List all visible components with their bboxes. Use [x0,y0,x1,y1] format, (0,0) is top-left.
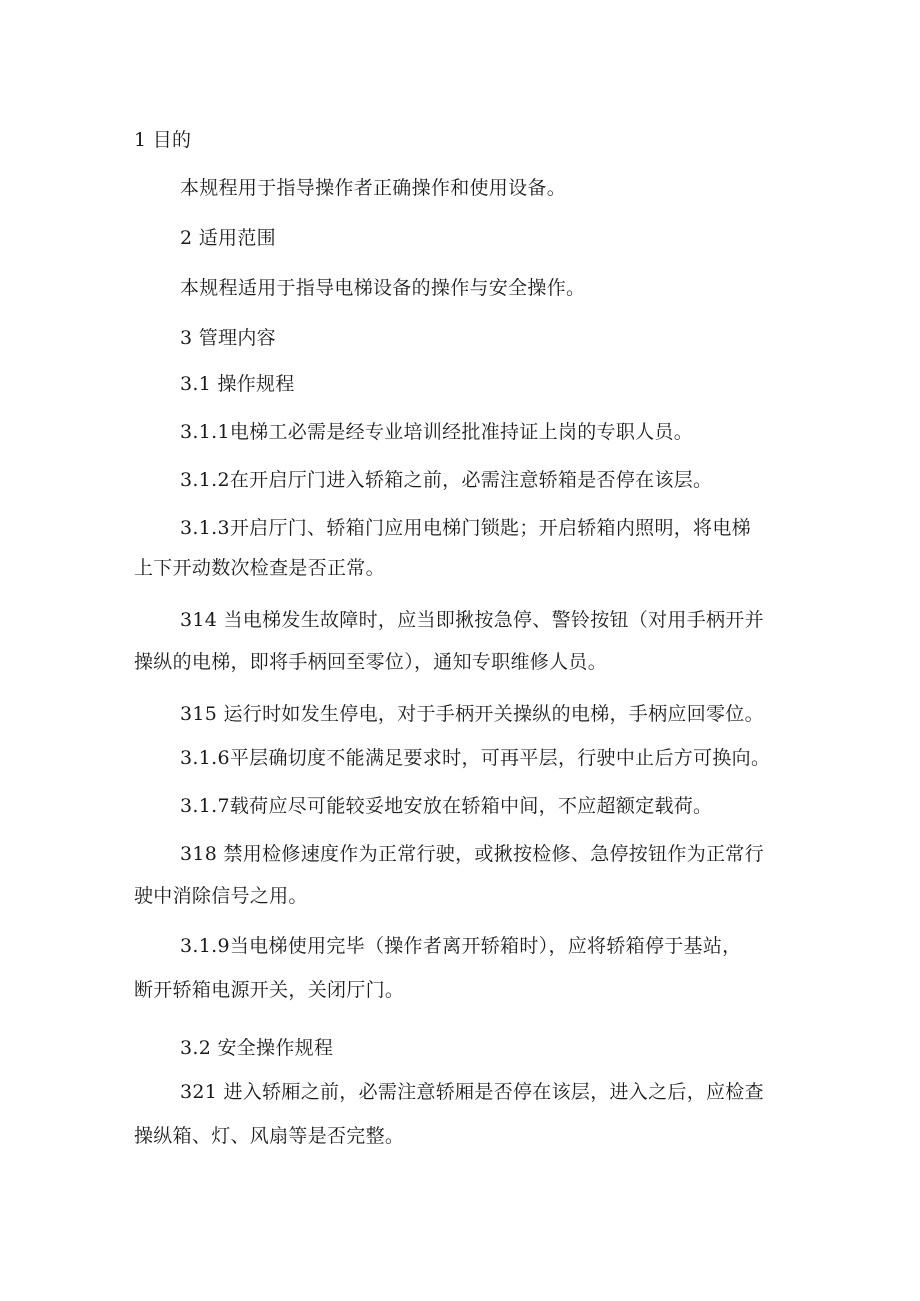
rule-3-1-9-line1: 3.1.9当电梯使用完毕（操作者离开轿箱时），应将轿箱停于基站， [180,935,742,957]
heading-purpose: 1 目的 [134,129,192,151]
rule-3-1-3-line2: 上下开动数次检查是否正常。 [134,557,385,579]
rule-3-2-1-line2: 操纵箱、灯、风扇等是否完整。 [134,1125,405,1147]
heading-operation-rules: 3.1 操作规程 [180,373,295,395]
rule-3-1-4-line2: 操纵的电梯，即将手柄回至零位），通知专职维修人员。 [134,651,608,673]
paragraph-scope: 本规程适用于指导电梯设备的操作与安全操作。 [180,277,586,299]
heading-management: 3 管理内容 [180,327,276,349]
rule-3-1-8-line2: 驶中消除信号之用。 [134,885,308,907]
rule-3-1-4-line1: 314 当电梯发生故障时，应当即揪按急停、警铃按钮（对用手柄开并 [180,609,764,631]
rule-3-1-1: 3.1.1电梯工必需是经专业培训经批准持证上岗的专职人员。 [180,421,694,443]
rule-3-1-8-line1: 318 禁用检修速度作为正常行驶，或揪按检修、急停按钮作为正常行 [180,843,764,865]
rule-3-1-2: 3.1.2在开启厅门进入轿箱之前，必需注意轿箱是否停在该层。 [180,469,713,491]
rule-3-1-7: 3.1.7载荷应尽可能较妥地安放在轿箱中间，不应超额定载荷。 [180,795,713,817]
paragraph-purpose: 本规程用于指导操作者正确操作和使用设备。 [180,177,567,199]
rule-3-2-1-line1: 321 进入轿厢之前，必需注意轿厢是否停在该层，进入之后，应检查 [180,1081,764,1103]
rule-3-1-6: 3.1.6平层确切度不能满足要求时，可再平层，行驶中止后方可换向。 [180,747,771,769]
heading-scope: 2 适用范围 [180,227,276,249]
heading-safety-rules: 3.2 安全操作规程 [180,1037,334,1059]
rule-3-1-3-line1: 3.1.3开启厅门、轿箱门应用电梯门锁匙；开启轿箱内照明，将电梯 [180,517,751,539]
rule-3-1-5: 315 运行时如发生停电，对于手柄开关操纵的电梯，手柄应回零位。 [180,703,764,725]
rule-3-1-9-line2: 断开轿箱电源开关，关闭厅门。 [134,979,405,1001]
